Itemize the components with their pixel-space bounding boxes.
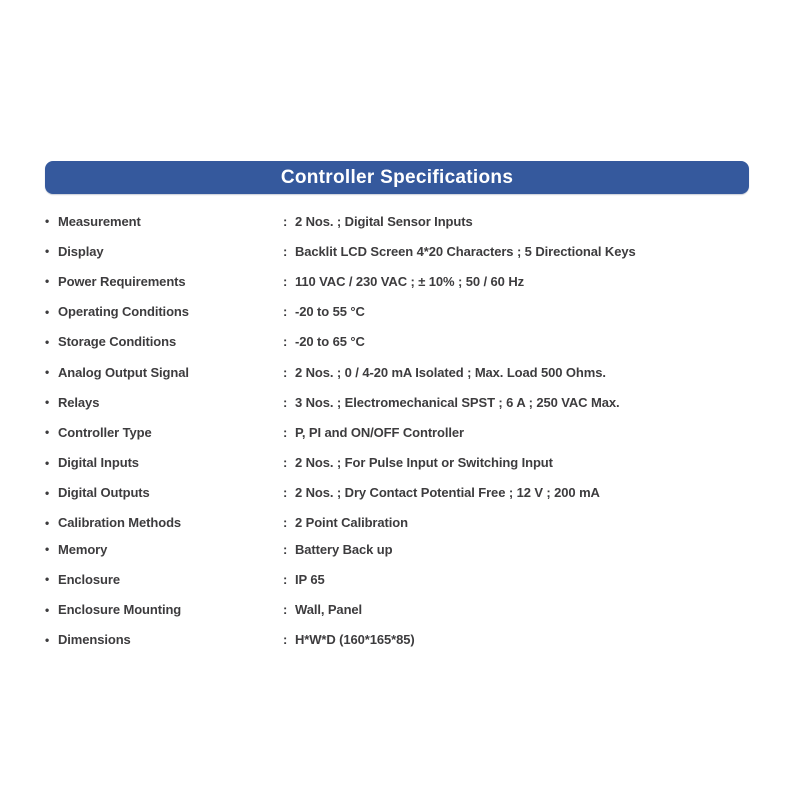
spec-label: Calibration Methods — [58, 515, 182, 531]
spec-value: -20 to 65 °C — [295, 334, 365, 350]
spec-label: Analog Output Signal — [58, 364, 189, 380]
bullet-icon: • — [45, 274, 50, 289]
spec-separator: : — [283, 273, 288, 289]
spec-separator: : — [283, 485, 288, 501]
bullet-icon: • — [45, 455, 50, 470]
spec-value: Wall, Panel — [295, 602, 363, 618]
spec-value: 2 Point Calibration — [295, 515, 408, 531]
spec-value: IP 65 — [295, 571, 325, 587]
bullet-icon: • — [45, 365, 50, 380]
bullet-icon: • — [45, 244, 50, 259]
spec-value: 2 Nos. ; 0 / 4-20 mA Isolated ; Max. Load 500 Ohms. — [295, 364, 606, 380]
spec-label: Operating Conditions — [58, 304, 189, 320]
spec-value: Battery Back up — [295, 541, 393, 557]
spec-separator: : — [283, 424, 288, 440]
spec-separator: : — [283, 571, 288, 587]
spec-label: Digital Inputs — [58, 455, 139, 471]
spec-row — [45, 564, 757, 594]
spec-value: Backlit LCD Screen 4*20 Characters ; 5 Directional Keys — [295, 243, 636, 259]
spec-row — [45, 417, 757, 447]
spec-row — [45, 357, 757, 387]
bullet-icon: • — [45, 602, 50, 617]
section-header-bar — [45, 161, 749, 194]
spec-separator: : — [283, 541, 288, 557]
bullet-icon: • — [45, 214, 50, 229]
bullet-icon: • — [45, 304, 50, 319]
bullet-icon: • — [45, 395, 50, 410]
spec-separator: : — [283, 304, 288, 320]
bullet-icon: • — [45, 515, 50, 530]
spec-row — [45, 594, 757, 624]
spec-label: Memory — [58, 541, 108, 557]
spec-separator: : — [283, 602, 288, 618]
spec-value: -20 to 55 °C — [295, 304, 365, 320]
spec-list — [45, 206, 757, 655]
spec-separator: : — [283, 243, 288, 259]
bullet-icon: • — [45, 572, 50, 587]
spec-row — [45, 266, 757, 296]
spec-label: Controller Type — [58, 424, 152, 440]
spec-label: Dimensions — [58, 632, 131, 648]
spec-separator: : — [283, 334, 288, 350]
spec-separator: : — [283, 632, 288, 648]
page-title: Controller Specifications — [280, 166, 514, 188]
spec-value: 2 Nos. ; Dry Contact Potential Free ; 12 V ; 200 mA — [295, 485, 600, 501]
spec-row — [45, 534, 757, 564]
spec-row — [45, 448, 757, 478]
spec-row — [45, 297, 757, 327]
bullet-icon: • — [45, 425, 50, 440]
spec-label: Enclosure — [58, 571, 120, 587]
spec-row — [45, 387, 757, 417]
spec-separator: : — [283, 213, 288, 229]
spec-label: Digital Outputs — [58, 485, 150, 501]
spec-label: Display — [58, 243, 104, 259]
spec-row — [45, 236, 757, 266]
spec-separator: : — [283, 515, 288, 531]
spec-label: Relays — [58, 394, 100, 410]
bullet-icon: • — [45, 334, 50, 349]
spec-label: Measurement — [58, 213, 141, 229]
spec-row — [45, 327, 757, 357]
spec-value: 110 VAC / 230 VAC ; ± 10% ; 50 / 60 Hz — [295, 273, 525, 289]
bullet-icon: • — [45, 485, 50, 500]
spec-value: P, PI and ON/OFF Controller — [295, 424, 464, 440]
spec-value: 2 Nos. ; Digital Sensor Inputs — [295, 213, 473, 229]
spec-value: 3 Nos. ; Electromechanical SPST ; 6 A ; 250 VAC Max. — [295, 394, 620, 410]
spec-label: Storage Conditions — [58, 334, 177, 350]
spec-row — [45, 478, 757, 508]
spec-value: H*W*D (160*165*85) — [295, 632, 415, 648]
bullet-icon: • — [45, 542, 50, 557]
spec-separator: : — [283, 394, 288, 410]
spec-label: Power Requirements — [58, 273, 186, 289]
spec-row — [45, 625, 757, 655]
spec-row — [45, 206, 757, 236]
spec-separator: : — [283, 364, 288, 380]
spec-label: Enclosure Mounting — [58, 602, 182, 618]
bullet-icon: • — [45, 632, 50, 647]
spec-value: 2 Nos. ; For Pulse Input or Switching Input — [295, 455, 553, 471]
spec-separator: : — [283, 455, 288, 471]
